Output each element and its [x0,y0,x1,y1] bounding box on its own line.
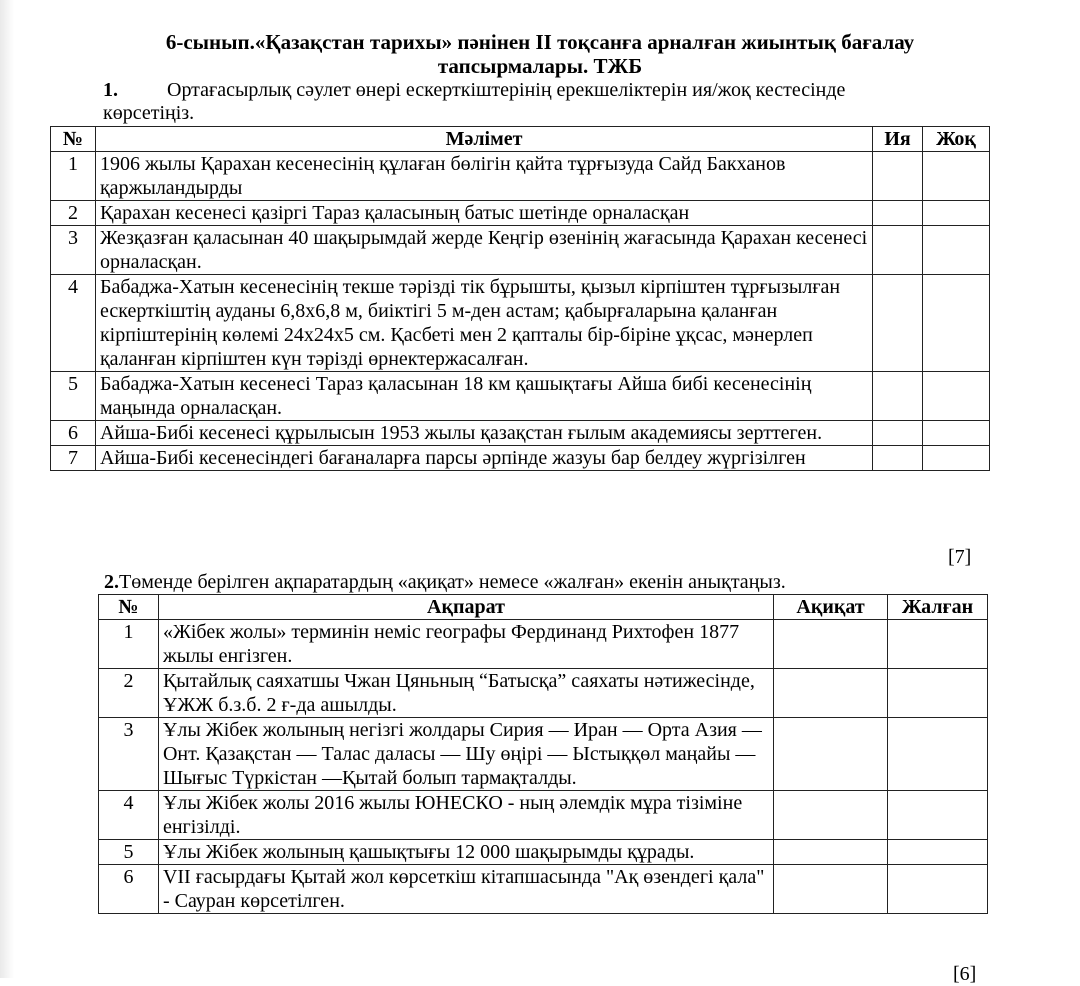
true-answer-cell[interactable] [774,791,888,840]
table-row [99,669,988,718]
no-answer-cell[interactable] [923,201,990,226]
task1-header-info: Мәлімет [95,127,872,152]
row-text: Жезқазған қаласынан 40 шақырымдай жерде Кеңгір өзенінің жағасында Қарахан кесенесі орналасқан. [95,226,872,275]
table-row [99,840,988,865]
false-answer-cell[interactable] [888,791,988,840]
no-answer-cell[interactable] [923,372,990,421]
table-row [99,620,988,669]
task2-header-num: № [99,595,159,620]
row-number: 2 [51,201,96,226]
no-answer-cell[interactable] [923,275,990,372]
false-answer-cell[interactable] [888,669,988,718]
task2-header-row [99,595,988,620]
task1-number: 1. [103,79,118,101]
true-answer-cell[interactable] [774,865,888,914]
row-text: Бабаджа-Хатын кесенесінің текше тәрізді тік бұрышты, қызыл кірпіштен тұрғызылған ескерткіштің ауданы 6,8х6,8 м, биіктігі 5 м-ден астам; қабырғаларына қаланған кірпіштерінің көлемі 24х24х5 см. Қасбеті мен 2 қапталы бір-біріне ұқсас, мәнерлеп қаланған кірпіштен күн тәрізді өрнектержасалған. [95,275,872,372]
task1-score: [7] [948,546,972,568]
task2-table [98,594,988,914]
yes-answer-cell[interactable] [873,226,923,275]
yes-answer-cell[interactable] [873,275,923,372]
yes-answer-cell[interactable] [873,201,923,226]
task1-table [50,126,990,471]
table-row [51,226,990,275]
document-title [140,30,940,78]
task2-header-false: Жалған [888,595,988,620]
row-text: Ұлы Жібек жолының қашықтығы 12 000 шақырымды құрады. [158,840,773,865]
task2-number: 2. [104,571,119,593]
row-text: Ұлы Жібек жолының негізгі жолдары Сирия — Иран — Орта Азия — Онт. Қазақстан — Талас даласы — Шу өңірі — Ыстыққөл маңайы — Шығыс Түркістан —Қытай болып тармақталды. [158,718,773,791]
yes-answer-cell[interactable] [873,372,923,421]
false-answer-cell[interactable] [888,620,988,669]
row-number: 3 [99,718,159,791]
task2-header-true: Ақиқат [774,595,888,620]
task1-header-num: № [51,127,96,152]
table-row [99,865,988,914]
no-answer-cell[interactable] [923,446,990,471]
false-answer-cell[interactable] [888,840,988,865]
task2-header-info: Ақпарат [158,595,773,620]
no-answer-cell[interactable] [923,152,990,201]
row-text: Айша-Бибі кесенесі құрылысын 1953 жылы қазақстан ғылым академиясы зерттеген. [95,421,872,446]
false-answer-cell[interactable] [888,865,988,914]
row-number: 1 [51,152,96,201]
title-line-2: тапсырмалары. ТЖБ [437,54,643,78]
task1-text: Ортағасырлық сәулет өнері ескерткіштерінің ерекшеліктерін ия/жоқ кестесінде көрсетіңіз. [103,79,846,124]
task2-instruction [104,571,786,594]
task2-score: [6] [953,963,977,985]
task1-instruction [103,79,863,125]
false-answer-cell[interactable] [888,718,988,791]
table-row [99,791,988,840]
row-number: 6 [99,865,159,914]
row-number: 5 [51,372,96,421]
row-number: 4 [51,275,96,372]
table-row [51,152,990,201]
table-row [51,372,990,421]
true-answer-cell[interactable] [774,669,888,718]
task2-text: Төменде берілген ақпаратардың «ақиқат» немесе «жалған» екенін анықтаңыз. [119,571,786,593]
task1-header-row [51,127,990,152]
row-text: Қытайлық саяхатшы Чжан Цяньның “Батысқа” саяхаты нәтижесінде, ҰЖЖ б.з.б. 2 ғ-да ашылды. [158,669,773,718]
true-answer-cell[interactable] [774,620,888,669]
row-text: Ұлы Жібек жолы 2016 жылы ЮНЕСКО - ның әлемдік мұра тізіміне енгізілді. [158,791,773,840]
row-text: Айша-Бибі кесенесіндегі бағаналарға парсы әрпінде жазуы бар белдеу жүргізілген [95,446,872,471]
row-number: 7 [51,446,96,471]
task1-header-no: Жоқ [923,127,990,152]
no-answer-cell[interactable] [923,226,990,275]
row-text: Бабаджа-Хатын кесенесі Тараз қаласынан 18 км қашықтағы Айша бибі кесенесінің маңында орналасқан. [95,372,872,421]
no-answer-cell[interactable] [923,421,990,446]
table-row [51,421,990,446]
row-number: 6 [51,421,96,446]
table-row [51,446,990,471]
row-number: 4 [99,791,159,840]
true-answer-cell[interactable] [774,718,888,791]
row-number: 5 [99,840,159,865]
row-text: Қарахан кесенесі қазіргі Тараз қаласының батыс шетінде орналасқан [95,201,872,226]
table-row [51,275,990,372]
row-text: «Жібек жолы» терминін неміс географы Фердинанд Рихтофен 1877 жылы енгізген. [158,620,773,669]
row-number: 2 [99,669,159,718]
row-number: 1 [99,620,159,669]
title-line-1: 6-сынып.«Қазақстан тарихы» пәнінен II тоқсанға арналған жиынтық бағалау [165,30,915,54]
yes-answer-cell[interactable] [873,421,923,446]
row-text: VII ғасырдағы Қытай жол көрсеткіш кітапшасында "Ақ өзендегі қала" - Сауран көрсетілген. [158,865,773,914]
yes-answer-cell[interactable] [873,152,923,201]
true-answer-cell[interactable] [774,840,888,865]
task1-header-yes: Ия [873,127,923,152]
row-number: 3 [51,226,96,275]
row-text: 1906 жылы Қарахан кесенесінің құлаған бөлігін қайта тұрғызуда Сайд Бакханов қаржыландырды [95,152,872,201]
page-edge [0,0,14,978]
yes-answer-cell[interactable] [873,446,923,471]
table-row [51,201,990,226]
table-row [99,718,988,791]
